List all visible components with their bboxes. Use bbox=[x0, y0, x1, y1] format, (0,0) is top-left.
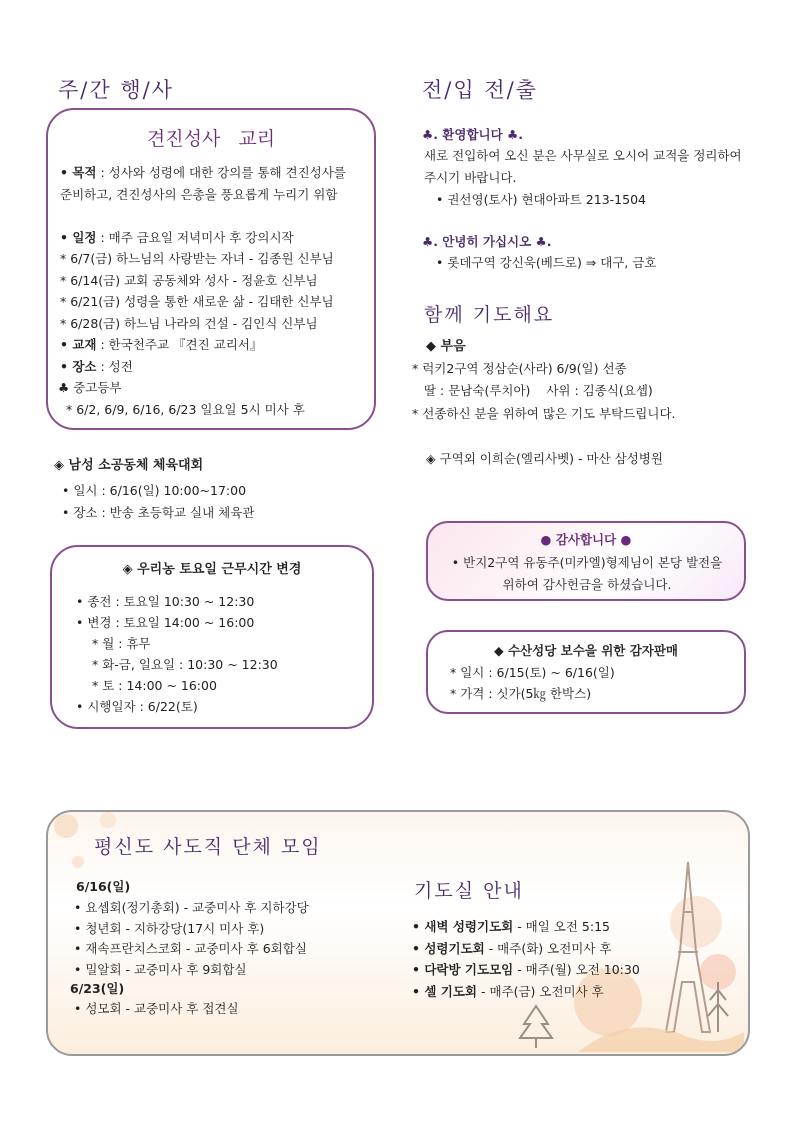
hours-line: • 시행일자 : 6/22(토) bbox=[76, 699, 198, 714]
hours-line: • 종전 : 토요일 10:30 ~ 12:30 bbox=[76, 594, 255, 609]
thanks-text: • 반지2구역 유동주(미카엘)형제님이 본당 발전을 위하여 감사헌금을 하셨습니다. bbox=[451, 555, 723, 592]
obituary-line: * 럭키2구역 정삼순(사라) 6/9(일) 선종 bbox=[412, 361, 627, 376]
farewell-title: ♣. 안녕히 가십시오 ♣. bbox=[422, 234, 552, 249]
date2-label: 6/23(일) bbox=[70, 981, 125, 996]
place-text bbox=[60, 356, 133, 378]
session-item: * 6/28(금) 하느님 나라의 건설 - 김인식 신부님 bbox=[60, 315, 318, 331]
session-list bbox=[60, 248, 334, 334]
thanks-box bbox=[426, 521, 746, 601]
farewell-item: • 롯데구역 강신욱(베드로) ⇒ 대구, 금호 bbox=[436, 255, 657, 270]
weekly-events-heading: 주/간 행/사 bbox=[58, 78, 174, 102]
textbook-text bbox=[60, 334, 262, 356]
prayer-room-list bbox=[412, 916, 640, 1002]
hours-change-box bbox=[50, 545, 374, 729]
place-label: • 장소 bbox=[60, 359, 97, 374]
hours-line: * 화-금, 일요일 : 10:30 ~ 12:30 bbox=[92, 657, 278, 672]
prayer-room-item-text: - 매일 오전 5:15 bbox=[513, 919, 610, 934]
group-meeting-item: • 재속프란치스코회 - 교중미사 후 6회합실 bbox=[74, 941, 307, 956]
bottom-panel bbox=[46, 810, 750, 1056]
date2-list bbox=[74, 998, 239, 1020]
middle-school-schedule: * 6/2, 6/9, 6/16, 6/23 일요일 5시 미사 후 bbox=[66, 402, 305, 417]
schedule-text bbox=[60, 227, 294, 249]
prayer-room-item bbox=[412, 916, 640, 938]
potato-sale-item: * 일시 : 6/15(토) ~ 6/16(일) bbox=[450, 665, 615, 680]
prayer-room-item-text: - 매주(화) 오전미사 후 bbox=[484, 940, 612, 956]
pray-together-heading: 함께 기도해요 bbox=[424, 304, 555, 326]
schedule-label: • 일정 bbox=[60, 230, 97, 245]
session-item: * 6/7(금) 하느님의 사랑받는 자녀 - 김종원 신부님 bbox=[60, 251, 334, 266]
obituary-label: ◆ 부음 bbox=[426, 339, 466, 354]
confirmation-class-title: 견진성사 교리 bbox=[146, 128, 276, 150]
obituary-request: * 선종하신 분을 위하여 많은 기도 부탁드립니다. bbox=[412, 406, 676, 421]
potato-sale-box bbox=[426, 630, 746, 714]
prayer-room-item-label: • 다락방 기도모임 bbox=[412, 962, 514, 977]
welcome-item: • 권선영(토사) 현대아파트 213-1504 bbox=[436, 192, 646, 207]
date1-label: 6/16(일) bbox=[76, 879, 131, 894]
purpose-value: : 성사와 성령에 대한 강의를 통해 견진성사를 준비하고, 견진성사의 은총을 풍요롭게 누리기 위함 bbox=[60, 165, 346, 202]
middle-school-label: ♣ 중고등부 bbox=[58, 380, 122, 395]
hours-change-title: ◈ 우리농 토요일 근무시간 변경 bbox=[122, 562, 302, 577]
prayer-room-item-label: • 셀 기도회 bbox=[412, 983, 477, 999]
schedule-value: : 매주 금요일 저녁미사 후 강의시작 bbox=[96, 230, 294, 245]
purpose-label: • 목적 bbox=[60, 165, 97, 180]
hours-line: • 변경 : 토요일 14:00 ~ 16:00 bbox=[76, 615, 255, 630]
textbook-label: • 교재 bbox=[60, 337, 97, 352]
sick-prayer-line: ◈ 구역외 이희순(엘리사벳) - 마산 삼성병원 bbox=[426, 451, 663, 466]
tree-illustration bbox=[516, 1002, 556, 1050]
session-item: * 6/14(금) 교회 공동체와 성사 - 정윤호 신부님 bbox=[60, 272, 318, 288]
confirmation-class-box bbox=[46, 108, 376, 430]
prayer-room-item-text: - 매주(월) 오전 10:30 bbox=[513, 962, 640, 977]
welcome-title: ♣. 환영합니다 ♣. bbox=[422, 127, 523, 142]
sports-event-item: • 장소 : 반송 초등학교 실내 체육관 bbox=[62, 504, 255, 520]
sports-event-item: • 일시 : 6/16(일) 10:00~17:00 bbox=[62, 483, 247, 498]
prayer-room-item bbox=[412, 981, 640, 1003]
prayer-room-heading: 기도실 안내 bbox=[414, 880, 524, 902]
thanks-title: ● 감사합니다 ● bbox=[540, 532, 632, 547]
prayer-room-item bbox=[412, 938, 640, 960]
sports-event-title: ◈ 남성 소공동체 체육대회 bbox=[54, 458, 204, 473]
potato-sale-item: * 가격 : 싯가(5㎏ 한박스) bbox=[450, 686, 592, 701]
purpose-text bbox=[60, 162, 360, 205]
welcome-text: 새로 전입하여 오신 분은 사무실로 오시어 교적을 정리하여 주시기 바랍니다. bbox=[424, 148, 742, 185]
session-item: * 6/21(금) 성령을 통한 새로운 삶 - 김태한 신부님 bbox=[60, 294, 334, 309]
group-meeting-item: • 요셉회(정기총회) - 교중미사 후 지하강당 bbox=[74, 900, 309, 915]
group-meeting-item: • 밀알회 - 교중미사 후 9회합실 bbox=[74, 961, 247, 977]
lay-apostolate-heading: 평신도 사도직 단체 모임 bbox=[94, 836, 322, 858]
obituary-family: 딸 : 문남숙(루치아) 사위 : 김종식(요셉) bbox=[424, 383, 653, 398]
prayer-room-item bbox=[412, 959, 640, 981]
place-value: : 성전 bbox=[96, 359, 133, 374]
prayer-room-item-label: • 성령기도회 bbox=[412, 940, 485, 956]
potato-sale-title: ◆ 수산성당 보수을 위한 감자판매 bbox=[494, 643, 678, 658]
transfer-heading: 전/입 전/출 bbox=[422, 78, 538, 102]
hours-line: * 토 : 14:00 ~ 16:00 bbox=[92, 678, 217, 693]
date1-list bbox=[74, 898, 309, 980]
sports-event-list bbox=[62, 480, 254, 523]
textbook-value: : 한국천주교 『견진 교리서』 bbox=[96, 337, 263, 352]
group-meeting-item: • 성모회 - 교중미사 후 접견실 bbox=[74, 1001, 239, 1016]
group-meeting-item: • 청년회 - 지하강당(17시 미사 후) bbox=[74, 920, 265, 936]
hours-line: * 월 : 휴무 bbox=[92, 636, 151, 651]
prayer-room-item-text: - 매주(금) 오전미사 후 bbox=[477, 983, 604, 999]
prayer-room-item-label: • 새벽 성령기도회 bbox=[412, 919, 514, 934]
